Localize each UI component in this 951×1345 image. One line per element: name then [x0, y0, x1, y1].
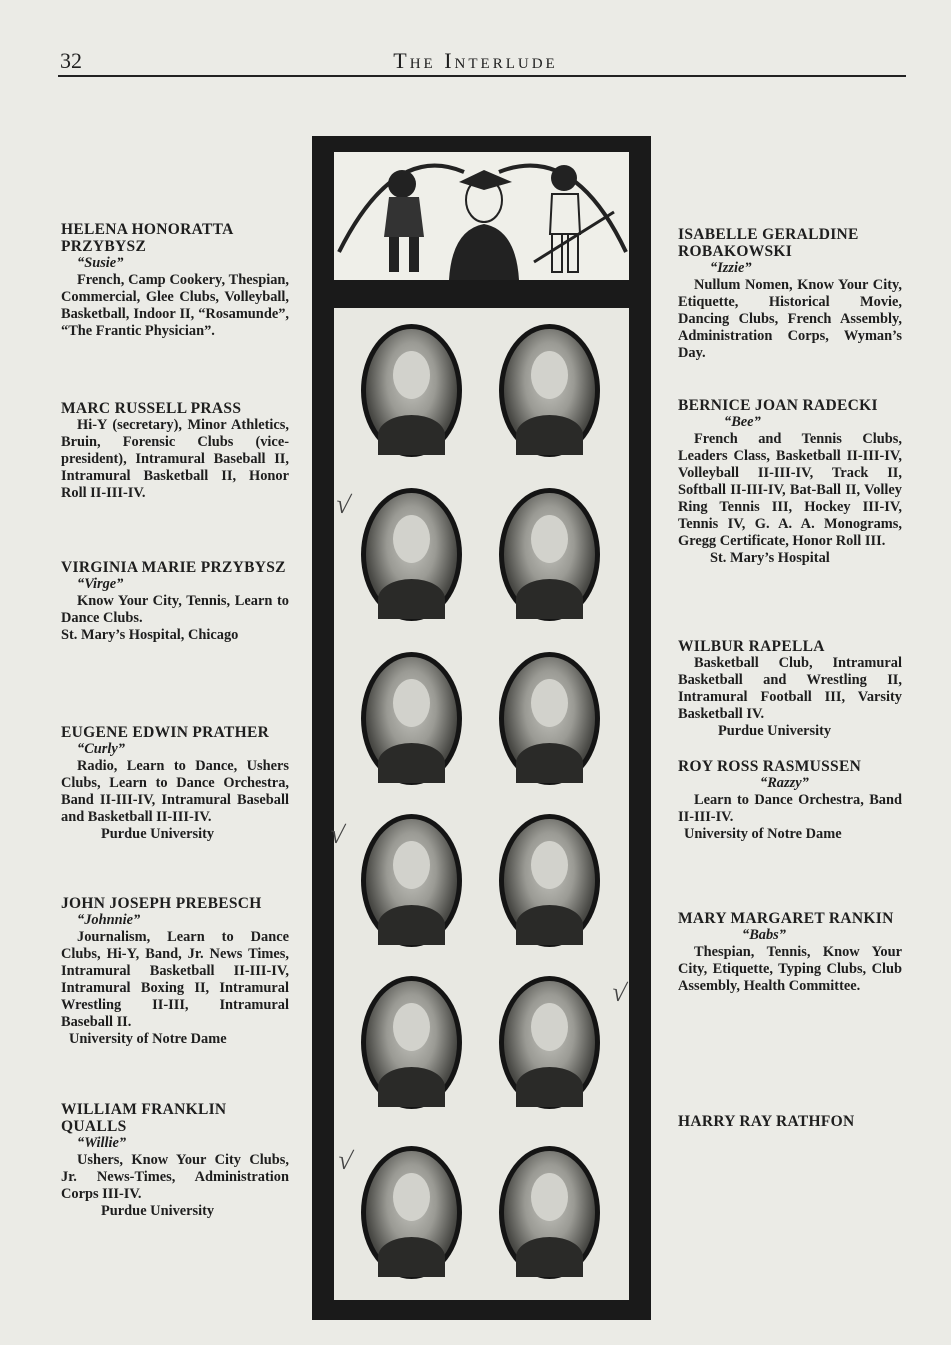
- student-name: VIRGINIA MARIE PRZYBYSZ: [61, 559, 286, 576]
- pencil-check-icon: √: [609, 976, 629, 1009]
- student-name: HARRY RAY RATHFON: [678, 1113, 855, 1130]
- student-destination: University of Notre Dame: [69, 1031, 227, 1047]
- student-nickname: “Babs”: [742, 927, 786, 943]
- page-title: The Interlude: [393, 48, 558, 73]
- student-portrait: [499, 1146, 600, 1279]
- student-nickname: “Bee”: [724, 414, 761, 430]
- header-rule: [58, 75, 906, 77]
- student-entry: [678, 910, 902, 995]
- student-entry: [678, 397, 902, 567]
- student-name: MARY MARGARET RANKIN: [678, 910, 894, 927]
- photo-panel: [334, 308, 629, 1300]
- student-entry: [61, 400, 289, 502]
- student-portrait: [499, 324, 600, 457]
- student-destination: Purdue University: [718, 723, 832, 739]
- student-activities: Radio, Learn to Dance, Ushers Clubs, Learn to Dance Orchestra, Band II-III-IV, Intramural Baseball and Basketball II-III-IV.: [61, 758, 289, 825]
- student-activities: Learn to Dance Orchestra, Band II-III-IV.: [678, 792, 902, 825]
- pencil-check-icon: √: [335, 1144, 355, 1177]
- banner-illustration: [334, 152, 629, 280]
- student-name: HELENA HONORATTA PRZYBYSZ: [61, 221, 233, 255]
- decorative-banner: [334, 152, 629, 280]
- student-destination: St. Mary’s Hospital, Chicago: [61, 627, 239, 643]
- pencil-check-icon: √: [333, 488, 353, 521]
- student-name: ISABELLE GERALDINE ROBAKOWSKI: [678, 226, 859, 260]
- pencil-check-icon: √: [327, 818, 347, 851]
- student-nickname: “Razzy”: [760, 775, 809, 791]
- student-nickname: “Curly”: [77, 741, 125, 757]
- student-portrait: [499, 814, 600, 947]
- student-destination: Purdue University: [101, 1203, 215, 1219]
- student-name: BERNICE JOAN RADECKI: [678, 397, 878, 414]
- student-nickname: “Izzie”: [710, 260, 752, 276]
- student-activities: Nullum Nomen, Know Your City, Etiquette, Historical Movie, Dancing Clubs, French Assembly, Administration Corps, Wyman’s Day.: [678, 277, 902, 361]
- student-nickname: “Susie”: [77, 255, 124, 271]
- student-entry: [678, 1113, 902, 1130]
- student-nickname: “Virge”: [77, 576, 124, 592]
- student-name: JOHN JOSEPH PREBESCH: [61, 895, 262, 912]
- student-portrait: [499, 976, 600, 1109]
- student-entry: [61, 895, 289, 1048]
- student-activities: French, Camp Cookery, Thespian, Commercial, Glee Clubs, Volleyball, Basketball, Indoor II, “Rosamunde”, “The Frantic Physician”.: [61, 272, 289, 339]
- student-nickname: “Willie”: [77, 1135, 127, 1151]
- student-name: MARC RUSSELL PRASS: [61, 400, 242, 417]
- student-entry: [61, 221, 289, 340]
- student-activities: Hi-Y (secretary), Minor Athletics, Bruin, Forensic Clubs (vice-president), Intramural Baseball II, Intramural Basketball II, Honor Roll II-III-IV.: [61, 417, 289, 501]
- student-entry: [678, 226, 902, 362]
- student-portrait: [361, 324, 462, 457]
- page-number: 32: [60, 48, 82, 73]
- student-entry: [61, 559, 289, 644]
- student-portrait: [499, 488, 600, 621]
- student-portrait: [499, 652, 600, 785]
- student-activities: Ushers, Know Your City Clubs, Jr. News-Times, Administration Corps III-IV.: [61, 1152, 289, 1202]
- student-entry: [61, 724, 289, 843]
- student-portrait: [361, 488, 462, 621]
- student-nickname: “Johnnie”: [77, 912, 141, 928]
- student-activities: Journalism, Learn to Dance Clubs, Hi-Y, Band, Jr. News Times, Intramural Basketball II-III-IV, Intramural Boxing II, Intramural Wrestling II-III, Intramural Baseball II.: [61, 929, 289, 1030]
- student-portrait: [361, 652, 462, 785]
- student-portrait: [361, 976, 462, 1109]
- student-activities: Thespian, Tennis, Know Your City, Etiquette, Typing Clubs, Club Assembly, Health Committee.: [678, 944, 902, 994]
- student-entry: [678, 758, 902, 843]
- student-entry: [678, 638, 902, 740]
- student-activities: Basketball Club, Intramural Basketball and Wrestling II, Intramural Football III, Varsity Basketball IV.: [678, 655, 902, 722]
- student-entry: [61, 1101, 289, 1220]
- student-destination: Purdue University: [101, 826, 215, 842]
- student-destination: University of Notre Dame: [684, 826, 842, 842]
- student-name: WILBUR RAPELLA: [678, 638, 825, 655]
- student-destination: St. Mary’s Hospital: [710, 550, 830, 566]
- student-name: ROY ROSS RASMUSSEN: [678, 758, 862, 775]
- portrait-frame: [312, 136, 651, 1320]
- student-portrait: [361, 814, 462, 947]
- student-name: WILLIAM FRANKLIN QUALLS: [61, 1101, 227, 1135]
- student-portrait: [361, 1146, 462, 1279]
- student-activities: Know Your City, Tennis, Learn to Dance Clubs.: [61, 593, 289, 626]
- student-name: EUGENE EDWIN PRATHER: [61, 724, 270, 741]
- student-activities: French and Tennis Clubs, Leaders Class, Basketball II-III-IV, Volleyball II-III-IV, Track II, Softball II-III-IV, Bat-Ball II, Volley Ring Tennis III, Hockey III-IV, Tennis IV, G. A. A. Monograms, Gregg Certificate, Honor Roll III.: [678, 431, 902, 549]
